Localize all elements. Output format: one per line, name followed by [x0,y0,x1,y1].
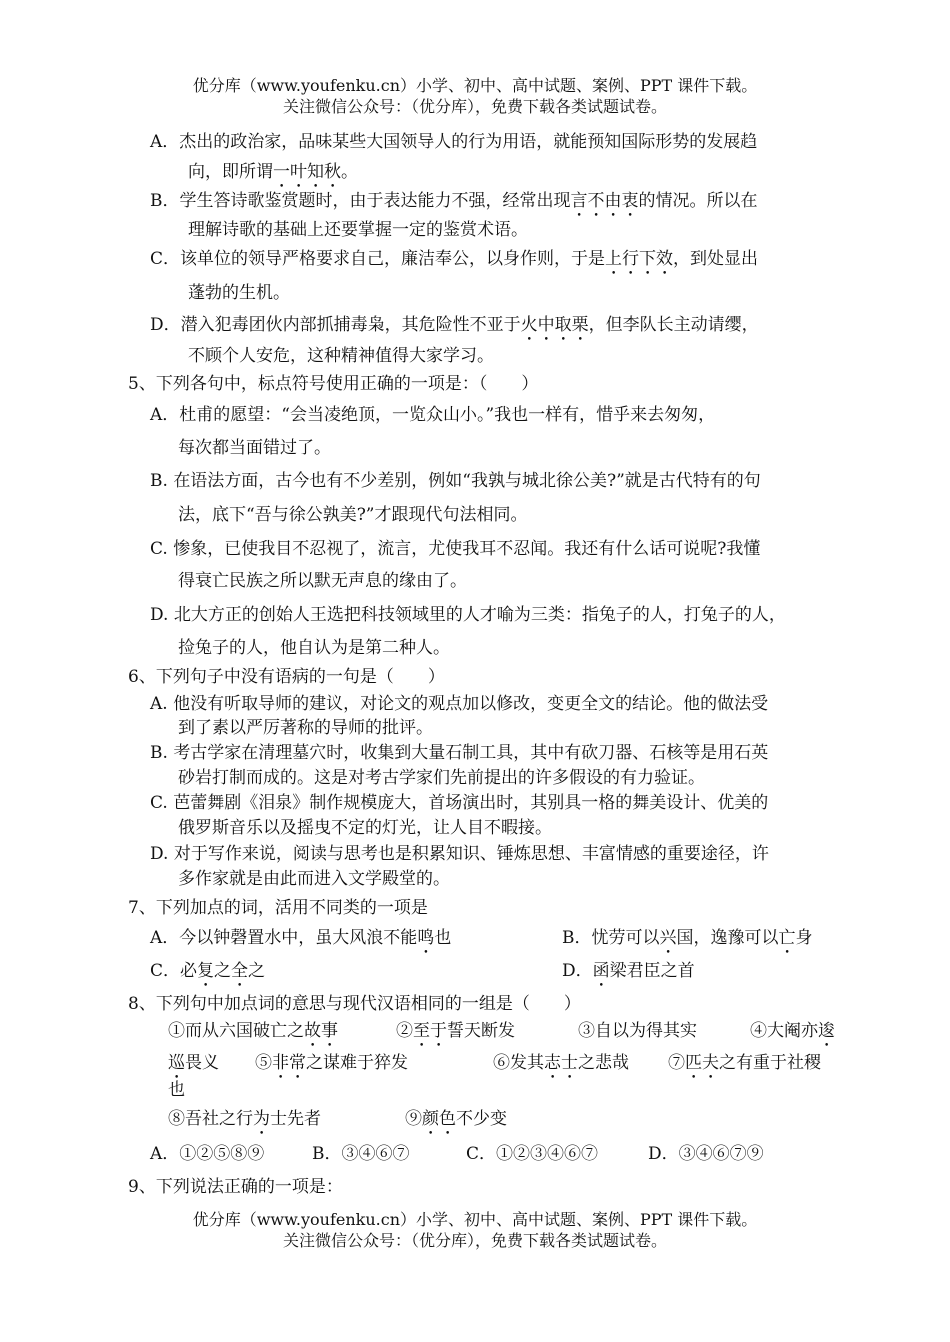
text-segment: ，到处显出 [673,249,759,269]
q6-option-d-line-2: 多作家就是由此而进入文学殿堂的。 [178,869,450,889]
emphasis-dotted-text: 非常 [272,1053,306,1073]
text-segment: B. [150,471,168,491]
text-segment: 向，即所谓 [188,162,273,182]
q6-option-b-line-1 [150,741,768,765]
text-segment: 之 [214,961,232,981]
q8-item-2 [396,1019,515,1051]
text-segment: 考古学家在清理墓穴时，收集到大量石制工具，其中有砍刀器、石核等是用石英 [173,743,769,763]
text-segment: ，但李队长主动请缨， [588,315,759,335]
text-segment: 士先者 [270,1109,321,1129]
q8-item-3: ③自以为得其实 [578,1021,697,1041]
q5-option-b-line-2: 法，底下“吾与徐公孰美?”才跟现代句法相同。 [178,505,528,525]
text-segment: 也 [434,928,452,948]
text-segment: C. [150,793,168,813]
text-segment: D． [150,315,181,335]
q4-option-b-line-1 [150,189,758,221]
emphasis-dotted-text: 上行下效 [605,249,674,269]
text-segment: C. [150,539,168,559]
q8-choice-c: C．①②③④⑥⑦ [466,1144,599,1164]
emphasis-dotted-text: 匹夫 [685,1053,719,1073]
text-segment: D． [562,961,593,981]
q7-option-d [562,959,695,991]
q5-option-b-line-1 [150,469,761,493]
emphasis-dotted-text: 逡 [818,1021,835,1041]
q8-item-4 [750,1019,835,1051]
text-segment: 学生答诗歌鉴赏题时，由于表达能力不强，经常出现 [179,191,571,211]
text-segment: ⑦ [668,1053,685,1073]
text-segment: C． [150,249,181,269]
q6-stem: 6、下列句子中没有语病的一句是（ ） [128,667,445,687]
footer-line-2: 关注微信公众号：（优分库），免费下载各类试题试卷。 [282,1231,667,1250]
q7-option-c [150,959,265,991]
text-segment: 北大方正的创始人王选把科技领域里的人才喻为三类：指兔子的人，打兔子的人， [173,605,786,625]
text-segment: 杜甫的愿望：“会当凌绝顶，一览众山小。”我也一样有，惜乎来去匆匆， [179,405,716,425]
q7-option-b [562,926,813,958]
emphasis-dotted-text: 故事 [304,1021,338,1041]
text-segment: ①而从六国破亡之 [168,1021,304,1041]
text-segment: 潜入犯毒团伙内部抓捕毒枭，其危险性不亚于 [180,315,521,335]
header-line-1: 优分库（www.youfenku.cn）小学、初中、高中试题、案例、PPT 课件下载。 [192,76,758,95]
q8-item-6 [493,1051,629,1083]
q8-item-8 [168,1107,321,1139]
text-segment: 杰出的政治家，品味某些大国领导人的行为用语，就能预知国际形势的发展趋 [179,132,758,152]
q8-item-1 [168,1019,338,1051]
text-segment: 的情况。所以在 [638,191,758,211]
q8-choice-b: B．③④⑥⑦ [312,1144,410,1164]
header-line-2: 关注微信公众号：（优分库），免费下载各类试题试卷。 [282,97,667,116]
text-segment: B．忧劳可以 [562,928,660,948]
q8-item-9 [405,1107,507,1139]
text-segment: 该单位的领导严格要求自己，廉洁奉公，以身作则，于是 [180,249,606,269]
emphasis-dotted-text: 志士 [544,1053,578,1073]
q5-stem: 5、下列各句中，标点符号使用正确的一项是：（ ） [128,374,539,394]
q6-option-c-line-2: 俄罗斯音乐以及摇曳不定的灯光，让人目不暇接。 [178,818,552,838]
text-segment: 国，逸豫可以 [676,928,779,948]
emphasis-dotted-text: 复 [197,961,215,981]
emphasis-dotted-text: 亡 [778,928,796,948]
emphasis-dotted-text: 至于 [413,1021,447,1041]
q4-option-c-line-2: 蓬勃的生机。 [188,283,290,303]
text-segment: 身 [795,928,813,948]
text-segment: A． [150,132,180,152]
text-segment: C．必 [150,961,198,981]
text-segment: 不少变 [456,1109,507,1129]
footer-line-1: 优分库（www.youfenku.cn）小学、初中、高中试题、案例、PPT 课件下载。 [192,1210,758,1229]
text-segment: ⑨ [405,1109,422,1129]
text-segment: B． [150,191,180,211]
q9-stem: 9、下列说法正确的一项是： [128,1177,343,1197]
text-segment: 梁君臣之首 [609,961,695,981]
q6-option-a-line-1 [150,692,768,716]
text-segment: 对于写作来说，阅读与思考也是积累知识、锤炼思想、丰富情感的重要途径，许 [173,844,769,864]
q5-option-c-line-2: 得衰亡民族之所以默无声息的缘由了。 [178,571,467,591]
q4-option-b-line-2: 理解诗歌的基础上还要掌握一定的鉴赏术语。 [188,220,528,240]
q4-option-d-line-1 [150,313,759,345]
q5-option-a-line-2: 每次都当面错过了。 [178,438,331,458]
emphasis-dotted-text: 巡 [168,1053,185,1073]
q6-option-d-line-1 [150,842,769,866]
emphasis-dotted-text: 兴 [659,928,677,948]
q4-option-c-line-1 [150,247,758,279]
text-segment: D. [150,844,169,864]
q8-choice-d: D．③④⑥⑦⑨ [648,1144,764,1164]
q8-item-5 [255,1051,408,1083]
text-segment: ④大阉亦 [750,1021,818,1041]
q5-option-d-line-2: 捡兔子的人，他自认为是第二种人。 [178,638,450,658]
q5-option-a-line-1 [150,403,715,427]
emphasis-dotted-text: 全 [231,961,249,981]
text-segment: B. [150,743,168,763]
text-segment: 之悲哉 [578,1053,629,1073]
text-segment: 芭蕾舞剧《泪泉》制作规模庞大，首场演出时，其别具一格的舞美设计、优美的 [173,793,769,813]
q4-option-a-line-1 [150,130,757,154]
text-segment: 之有重于社稷 [719,1053,821,1073]
text-segment: 。 [341,162,358,182]
text-segment: 誓天断发 [447,1021,515,1041]
q8-item-7 [668,1051,821,1083]
text-segment: 之 [248,961,266,981]
q5-option-d-line-1 [150,603,786,627]
text-segment: A．今以钟磬置水中，虽大风浪不能 [150,928,418,948]
emphasis-dotted-text: 函 [592,961,610,981]
q6-option-c-line-1 [150,791,768,815]
q4-option-d-line-2: 不顾个人安危，这种精神值得大家学习。 [188,346,494,366]
q6-option-a-line-2: 到了素以严厉著称的导师的批评。 [178,718,433,738]
q8-choice-a: A．①②⑤⑧⑨ [150,1144,265,1164]
text-segment: 惨象，已使我目不忍视了，流言，尤使我耳不忍闻。我还有什么话可说呢?我懂 [173,539,761,559]
text-segment: 之谋难于猝发 [306,1053,408,1073]
emphasis-dotted-text: 为 [253,1109,270,1129]
text-segment: 畏义 [185,1053,219,1073]
text-segment: 他没有听取导师的建议，对论文的观点加以修改，变更全文的结论。他的做法受 [173,694,769,714]
text-segment: 在语法方面，古今也有不少差别，例如“我孰与城北徐公美?”就是古代特有的句 [173,471,761,491]
emphasis-dotted-text: 火中取栗 [520,315,589,335]
q8-stem: 8、下列句中加点词的意思与现代汉语相同的一组是（ ） [128,994,581,1014]
emphasis-dotted-text: 言不由衷 [570,191,639,211]
text-segment: A. [150,694,168,714]
q4-option-a-line-2 [188,160,358,192]
q5-option-c-line-1 [150,537,760,561]
q6-option-b-line-2: 砂岩打制而成的。这是对考古学家们先前提出的许多假设的有力验证。 [178,768,705,788]
text-segment: ⑥发其 [493,1053,544,1073]
q7-stem: 7、下列加点的词，活用不同类的一项是 [128,898,428,918]
emphasis-dotted-text: 一叶知秋 [273,162,341,182]
q7-option-a [150,926,451,958]
text-segment: ⑤ [255,1053,272,1073]
emphasis-dotted-text: 鸣 [417,928,435,948]
text-segment: ② [396,1021,413,1041]
q8-item-7-cont: 也 [168,1080,185,1100]
text-segment: ⑧吾社之行 [168,1109,253,1129]
text-segment: A． [150,405,180,425]
text-segment: D. [150,605,169,625]
emphasis-dotted-text: 颜色 [422,1109,456,1129]
